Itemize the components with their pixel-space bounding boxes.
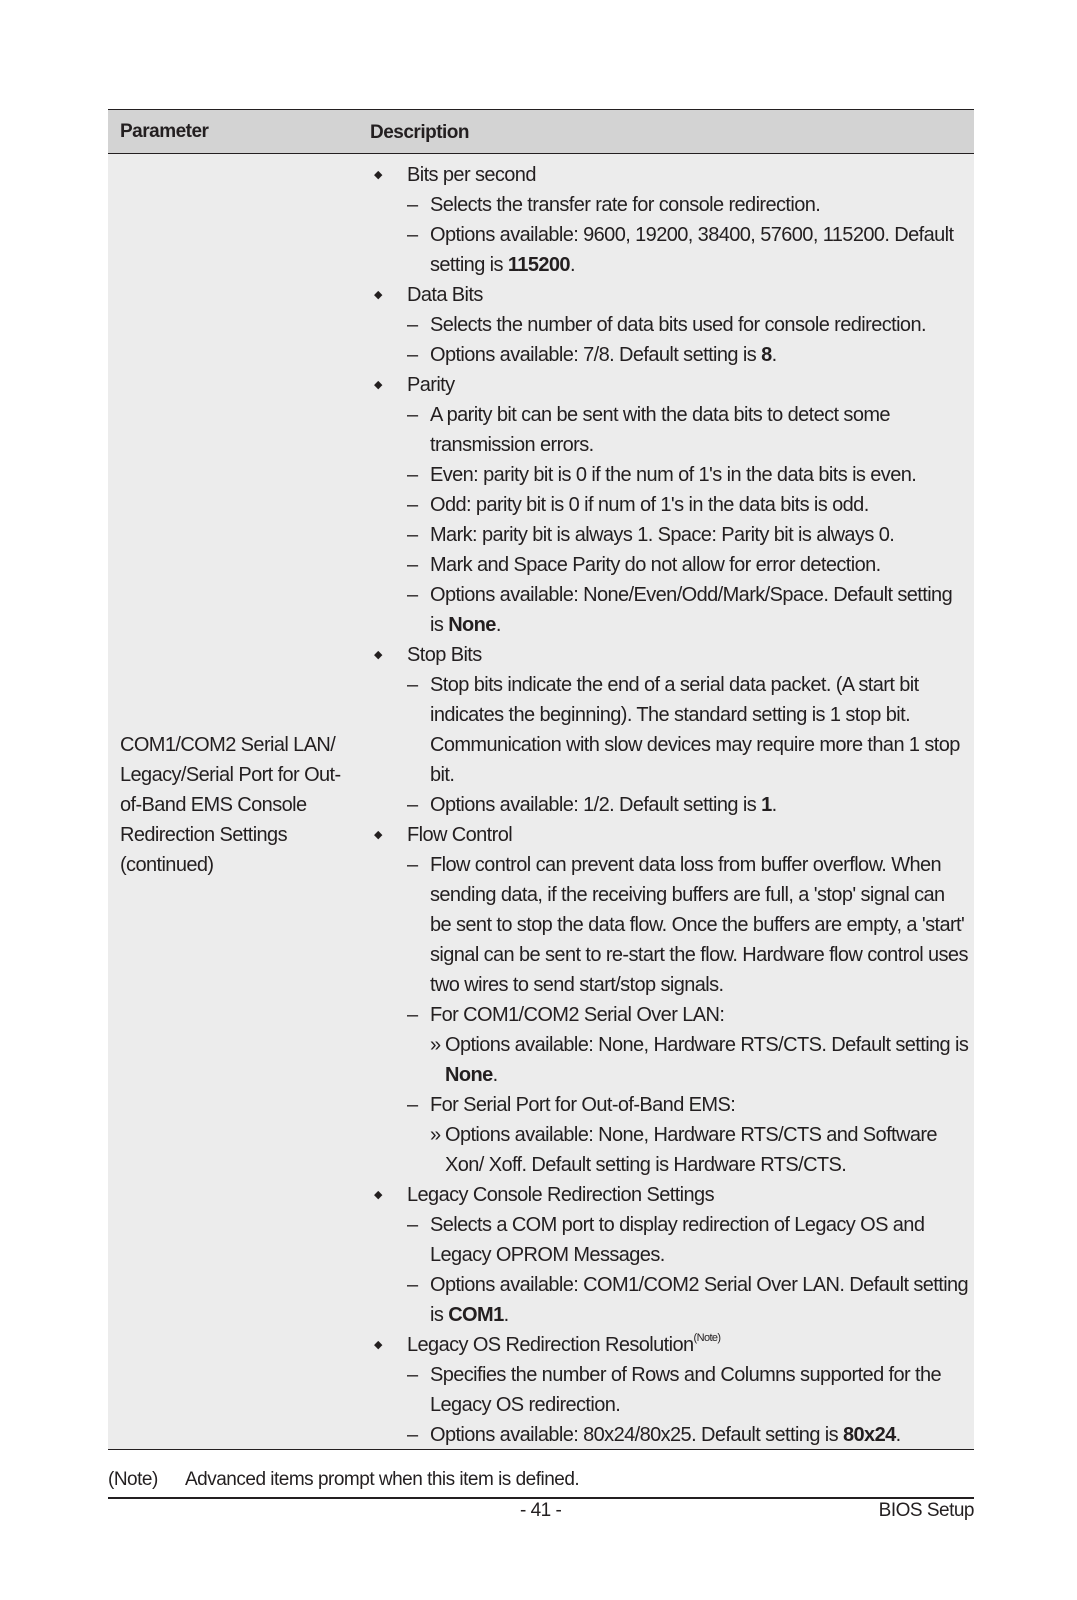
raquo-icon: » — [430, 1124, 441, 1146]
page-number: - 41 - — [520, 1500, 562, 1521]
bullet-item — [370, 160, 970, 190]
text: For Serial Port for Out-of-Band EMS: — [430, 1094, 736, 1116]
sub-item — [370, 1090, 970, 1120]
text: Options available: 7/8. Default setting is — [430, 344, 762, 366]
sub-item — [370, 490, 970, 520]
text: . — [495, 614, 501, 636]
sub-item — [370, 1210, 970, 1270]
dash-icon: – — [407, 314, 418, 336]
default-value: COM1 — [448, 1304, 504, 1326]
text: Selects the transfer rate for console redirection. — [430, 194, 821, 216]
text: Options available: 9600, 19200, 38400, 57600, 115200. Default setting is — [430, 224, 954, 276]
sub-sub-item — [370, 1030, 970, 1090]
footnote-label: (Note) — [108, 1469, 158, 1490]
text: . — [895, 1424, 901, 1446]
text: Odd: parity bit is 0 if num of 1's in the data bits is odd. — [430, 494, 869, 516]
bullet-item — [370, 370, 970, 400]
sub-item — [370, 1000, 970, 1030]
text: Options available: None, Hardware RTS/CTS and Software Xon/ Xoff. Default setting is Hardware RTS/CTS. — [445, 1124, 937, 1176]
sub-item — [370, 1360, 970, 1420]
text: . — [503, 1304, 509, 1326]
text: . — [771, 344, 777, 366]
sub-item — [370, 550, 970, 580]
text: Options available: 80x24/80x25. Default setting is — [430, 1424, 844, 1446]
bullet-item — [370, 280, 970, 310]
default-value: None — [448, 614, 496, 636]
text: Options available: None/Even/Odd/Mark/Space. Default setting is — [430, 584, 953, 636]
text: Options available: COM1/COM2 Serial Over LAN. Default setting is — [430, 1274, 969, 1326]
text: Stop bits indicate the end of a serial data packet. (A start bit indicates the beginning). The standard setting is 1 stop bit. Communication with slow devices may require more than 1 stop bit. — [430, 674, 960, 786]
dash-icon: – — [407, 1004, 418, 1026]
sub-item — [370, 850, 970, 1000]
table-header — [108, 110, 974, 154]
diamond-bullet-icon: ◆ — [374, 829, 382, 841]
diamond-bullet-icon: ◆ — [374, 289, 382, 301]
default-value: 115200 — [507, 254, 570, 276]
sub-item — [370, 1420, 970, 1450]
parameter-line: Legacy/Serial Port for Out- — [120, 764, 341, 786]
bullet-title: Legacy OS Redirection Resolution — [407, 1334, 694, 1356]
dash-icon: – — [407, 464, 418, 486]
dash-icon: – — [407, 554, 418, 576]
text: . — [771, 794, 777, 816]
diamond-bullet-icon: ◆ — [374, 1339, 382, 1351]
parameter-line: Redirection Settings — [120, 824, 287, 846]
dash-icon: – — [407, 224, 418, 246]
dash-icon: – — [407, 1364, 418, 1386]
text: Options available: 1/2. Default setting is — [430, 794, 762, 816]
text: Selects the number of data bits used for console redirection. — [430, 314, 926, 336]
parameter-line: of-Band EMS Console — [120, 794, 307, 816]
bullet-title: Data Bits — [407, 284, 483, 306]
dash-icon: – — [407, 344, 418, 366]
text: Mark: parity bit is always 1. Space: Parity bit is always 0. — [430, 524, 895, 546]
bullet-title: Bits per second — [407, 164, 536, 186]
sub-item — [370, 220, 970, 280]
sub-item — [370, 310, 970, 340]
text: Mark and Space Parity do not allow for error detection. — [430, 554, 881, 576]
default-value: 1 — [761, 794, 772, 816]
parameter-table — [108, 109, 974, 1450]
dash-icon: – — [407, 404, 418, 426]
dash-icon: – — [407, 1094, 418, 1116]
dash-icon: – — [407, 674, 418, 696]
sub-item — [370, 520, 970, 550]
dash-icon: – — [407, 194, 418, 216]
default-value: None — [445, 1064, 493, 1086]
default-value: 80x24 — [843, 1424, 896, 1446]
sub-item — [370, 1270, 970, 1330]
text: . — [569, 254, 575, 276]
sub-item — [370, 400, 970, 460]
parameter-column-header: Parameter — [120, 121, 209, 142]
dash-icon: – — [407, 524, 418, 546]
sub-item — [370, 580, 970, 640]
text: For COM1/COM2 Serial Over LAN: — [430, 1004, 725, 1026]
text: Specifies the number of Rows and Columns supported for the Legacy OS redirection. — [430, 1364, 942, 1416]
sub-item — [370, 460, 970, 490]
bullet-title: Flow Control — [407, 824, 513, 846]
raquo-icon: » — [430, 1034, 441, 1056]
text: A parity bit can be sent with the data bits to detect some transmission errors. — [430, 404, 890, 456]
section-label: BIOS Setup — [878, 1500, 974, 1521]
footnote-text: Advanced items prompt when this item is defined. — [185, 1469, 580, 1490]
bullet-title: Legacy Console Redirection Settings — [407, 1184, 714, 1206]
dash-icon: – — [407, 794, 418, 816]
text: Options available: None, Hardware RTS/CTS. Default setting is — [445, 1034, 969, 1056]
bullet-item — [370, 640, 970, 670]
description-cell — [370, 160, 970, 1450]
bullet-item — [370, 1330, 970, 1360]
dash-icon: – — [407, 1274, 418, 1296]
table-body — [108, 154, 974, 1450]
dash-icon: – — [407, 1214, 418, 1236]
diamond-bullet-icon: ◆ — [374, 649, 382, 661]
dash-icon: – — [407, 854, 418, 876]
parameter-line: (continued) — [120, 854, 214, 876]
bullet-title: Parity — [407, 374, 455, 396]
dash-icon: – — [407, 584, 418, 606]
description-column-header: Description — [370, 122, 470, 143]
sub-item — [370, 790, 970, 820]
text: Flow control can prevent data loss from buffer overflow. When sending data, if the receiving buffers are full, a 'stop' signal can be sent to stop the data flow. Once the buffers are empty, a 'start' signal can be sent to re-start the flow. Hardware flow control uses two wires to send start/stop signals. — [430, 854, 968, 996]
footnote — [108, 1469, 579, 1491]
text: Even: parity bit is 0 if the num of 1's in the data bits is even. — [430, 464, 917, 486]
footer-divider — [108, 1497, 974, 1499]
text: Selects a COM port to display redirection of Legacy OS and Legacy OPROM Messages. — [430, 1214, 925, 1266]
bullet-item — [370, 1180, 970, 1210]
text: . — [492, 1064, 498, 1086]
bullet-item — [370, 820, 970, 850]
parameter-cell — [120, 730, 350, 880]
dash-icon: – — [407, 494, 418, 516]
dash-icon: – — [407, 1424, 418, 1446]
diamond-bullet-icon: ◆ — [374, 379, 382, 391]
sub-sub-item — [370, 1120, 970, 1180]
sub-item — [370, 340, 970, 370]
sub-item — [370, 190, 970, 220]
default-value: 8 — [761, 344, 772, 366]
note-superscript: (Note) — [693, 1332, 721, 1344]
bullet-title: Stop Bits — [407, 644, 482, 666]
diamond-bullet-icon: ◆ — [374, 1189, 382, 1201]
parameter-line: COM1/COM2 Serial LAN/ — [120, 734, 336, 756]
sub-item — [370, 670, 970, 790]
diamond-bullet-icon: ◆ — [374, 169, 382, 181]
